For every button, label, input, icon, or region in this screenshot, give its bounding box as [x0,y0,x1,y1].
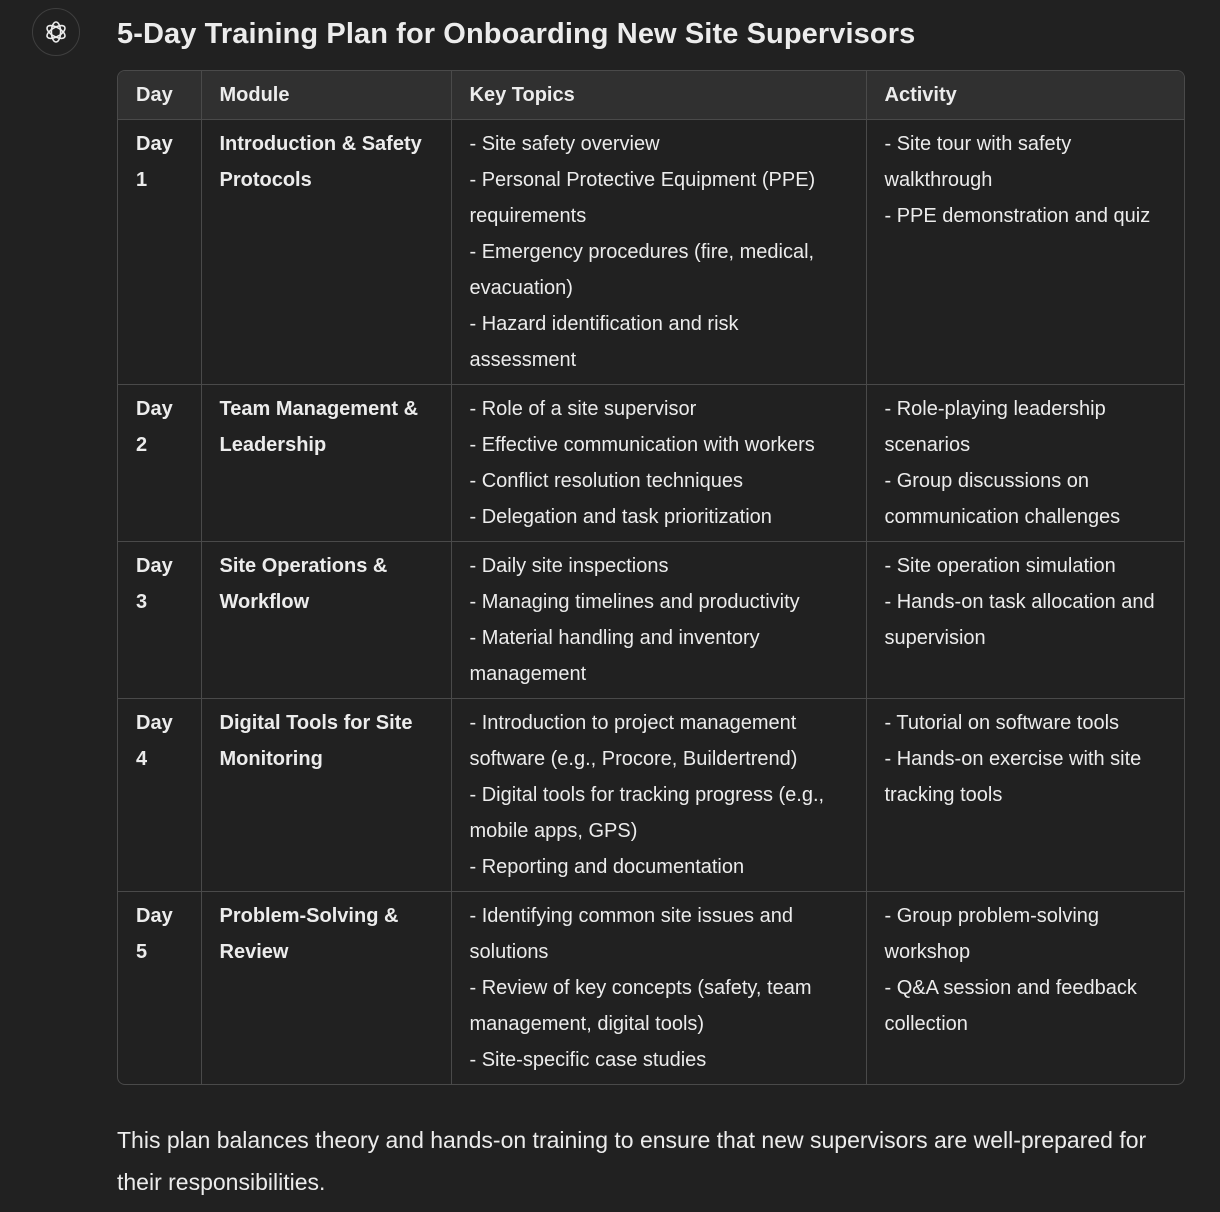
module-cell: Digital Tools for Site Monitoring [201,699,451,892]
activity-cell [866,385,1184,542]
table-row [118,542,1184,699]
activity-item: - Site tour with safety walkthrough [884,133,1072,191]
topic-item: - Site-specific case studies [469,1049,707,1071]
day-cell: Day 2 [118,385,201,542]
topic-item: - Effective communication with workers [469,434,815,456]
topic-item: - Material handling and inventory management [469,627,760,685]
table-row [118,385,1184,542]
activity-item: - PPE demonstration and quiz [884,205,1151,227]
topic-item: - Review of key concepts (safety, team management, digital tools) [469,977,812,1035]
day-cell: Day 3 [118,542,201,699]
training-plan-table [118,71,1184,1084]
activity-cell [866,120,1184,385]
assistant-avatar [32,8,80,56]
activity-item: - Tutorial on software tools [884,712,1120,734]
module-cell: Team Management & Leadership [201,385,451,542]
activity-cell [866,542,1184,699]
module-cell: Site Operations & Workflow [201,542,451,699]
topic-item: - Daily site inspections [469,555,669,577]
column-header-day: Day [118,71,201,120]
topic-item: - Role of a site supervisor [469,398,697,420]
key-topics-cell [451,385,866,542]
activity-item: - Q&A session and feedback collection [884,977,1137,1035]
table-header-row [118,71,1184,120]
activity-cell [866,892,1184,1085]
table-row [118,120,1184,385]
column-header-key-topics: Key Topics [451,71,866,120]
topic-item: - Emergency procedures (fire, medical, evacuation) [469,241,815,299]
topic-item: - Hazard identification and risk assessment [469,313,739,371]
activity-item: - Group problem-solving workshop [884,905,1100,963]
table-row [118,699,1184,892]
topic-item: - Introduction to project management software (e.g., Procore, Buildertrend) [469,712,798,770]
module-cell: Problem-Solving & Review [201,892,451,1085]
openai-logo-icon [43,19,69,45]
module-cell: Introduction & Safety Protocols [201,120,451,385]
topic-item: - Digital tools for tracking progress (e.g., mobile apps, GPS) [469,784,825,842]
day-cell: Day 5 [118,892,201,1085]
summary-paragraph: This plan balances theory and hands-on training to ensure that new supervisors are well-prepared for their responsibilities. [117,1127,1147,1195]
assistant-message [117,14,1185,1203]
topic-item: - Managing timelines and productivity [469,591,800,613]
key-topics-cell [451,542,866,699]
topic-item: - Reporting and documentation [469,856,745,878]
activity-item: - Hands-on task allocation and supervision [884,591,1155,649]
message-heading: 5-Day Training Plan for Onboarding New Site Supervisors [117,18,916,50]
topic-item: - Delegation and task prioritization [469,506,772,528]
topic-item: - Identifying common site issues and solutions [469,905,793,963]
column-header-module: Module [201,71,451,120]
topic-item: - Conflict resolution techniques [469,470,743,492]
activity-item: - Site operation simulation [884,555,1116,577]
activity-cell [866,699,1184,892]
column-header-activity: Activity [866,71,1184,120]
day-cell: Day 4 [118,699,201,892]
key-topics-cell [451,120,866,385]
activity-item: - Group discussions on communication challenges [884,470,1121,528]
table-row [118,892,1184,1085]
day-cell: Day 1 [136,133,173,191]
topic-item: - Personal Protective Equipment (PPE) requirements [469,169,816,227]
key-topics-cell [451,699,866,892]
activity-item: - Role-playing leadership scenarios [884,398,1106,456]
activity-item: - Hands-on exercise with site tracking tools [884,748,1142,806]
topic-item: - Site safety overview [469,133,660,155]
table-body [118,120,1184,1085]
key-topics-cell [451,892,866,1085]
training-plan-table-container [117,70,1185,1085]
